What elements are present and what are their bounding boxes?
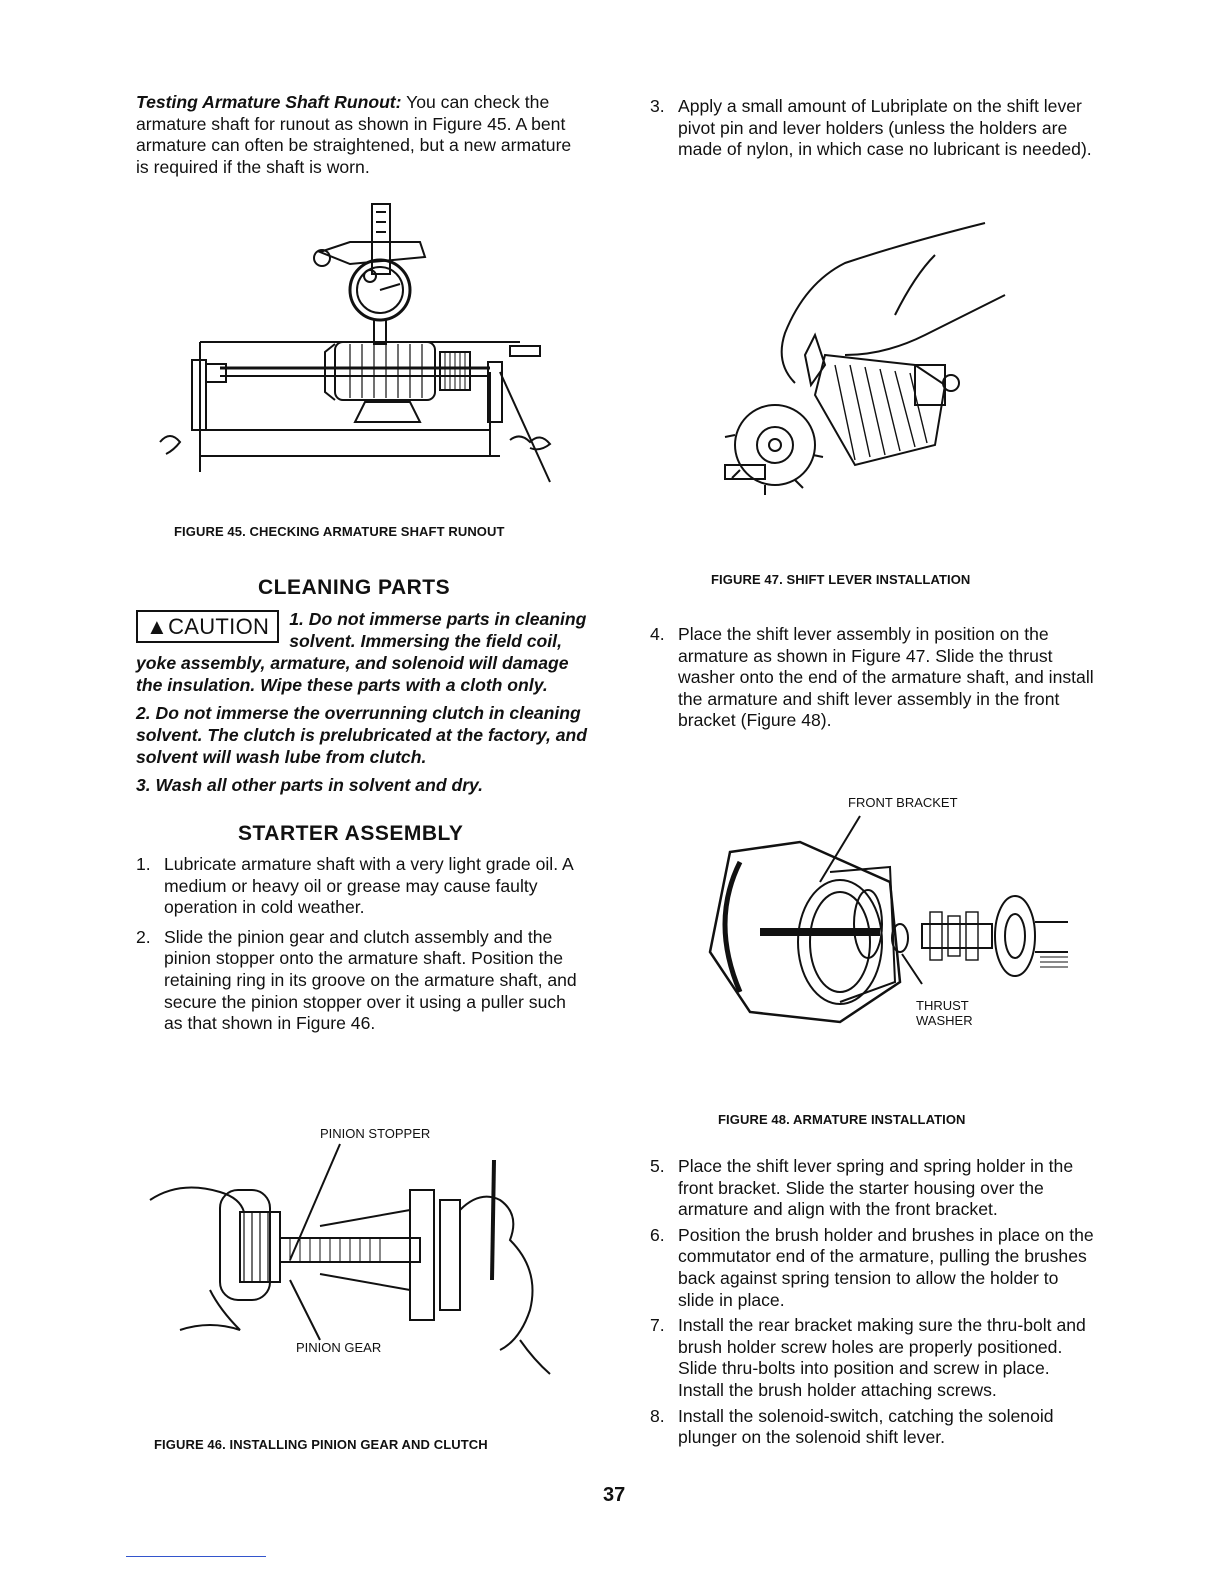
list-item: 4. Place the shift lever assembly in position on the armature as shown in Figure 47. Slide the thrust washer onto the end of the armature shaft, and install the armature and shift lever assembly in the front bracket (Figure 48). <box>650 624 1094 731</box>
intro-paragraph <box>136 92 586 178</box>
figure-48-label-front-bracket: FRONT BRACKET <box>848 795 958 810</box>
list-item: 7. Install the rear bracket making sure the thru-bolt and brush holder screw holes are properly positioned. Slide thru-bolts into position and screw in place. Install the brush holder attaching screws. <box>650 1315 1086 1400</box>
starter-assembly-heading: STARTER ASSEMBLY <box>238 822 464 845</box>
caution-badge: ▲CAUTION <box>136 610 279 643</box>
list-item: 1. Lubricate armature shaft with a very light grade oil. A medium or heavy oil or grease may cause faulty operation in cold weather. <box>136 854 573 918</box>
list-item: 2. Slide the pinion gear and clutch assembly and the pinion stopper onto the armature shaft. Position the retaining ring in its groove on the armature shaft, and secure the pinion stopper over it using a puller such as that shown in Figure 46. <box>136 926 577 1034</box>
figure-47-illustration <box>715 215 1015 505</box>
figure-48-caption: FIGURE 48. ARMATURE INSTALLATION <box>718 1112 966 1127</box>
starter-steps-left <box>136 854 588 1035</box>
intro-text: You can check the armature shaft for runout as shown in Figure 45. A bent armature can often be straightened, but a new armature is required if the shaft is worn. <box>136 92 572 177</box>
figure-45-illustration <box>150 192 590 502</box>
figure-46-label-pinion-gear: PINION GEAR <box>296 1340 382 1355</box>
figure-46-label-pinion-stopper: PINION STOPPER <box>320 1126 431 1141</box>
list-item: 3. Apply a small amount of Lubriplate on the shift lever pivot pin and lever holders (unless the holders are made of nylon, in which case no lubricant is needed). <box>650 96 1092 160</box>
step-4 <box>650 624 1094 732</box>
figure-48-label-thrust: THRUST <box>916 998 969 1013</box>
list-item: 5. Place the shift lever spring and spring holder in the front bracket. Slide the starter housing over the armature and align with the front bracket. <box>650 1156 1074 1220</box>
cleaning-parts-heading: CLEANING PARTS <box>258 576 451 599</box>
starter-steps-right <box>650 1156 1094 1449</box>
list-item: 8. Install the solenoid-switch, catching the solenoid plunger on the solenoid shift lever. <box>650 1405 1054 1448</box>
page-number: 37 <box>603 1484 626 1506</box>
intro-lead: Testing Armature Shaft Runout: <box>136 92 402 112</box>
figure-46-caption: FIGURE 46. INSTALLING PINION GEAR AND CLUTCH <box>154 1437 488 1452</box>
figure-48-label-washer: WASHER <box>916 1013 973 1028</box>
figure-48-illustration <box>690 812 1070 1032</box>
caution-block <box>136 608 588 802</box>
bottom-divider <box>126 1556 266 1557</box>
caution-item-3: 3. Wash all other parts in solvent and dry. <box>136 775 484 795</box>
figure-47-caption: FIGURE 47. SHIFT LEVER INSTALLATION <box>711 572 971 587</box>
list-item: 6. Position the brush holder and brushes in place on the commutator end of the armature, pulling the brushes back against spring tension to allow the holder to slide in place. <box>650 1224 1094 1310</box>
caution-item-2: 2. Do not immerse the overrunning clutch in cleaning solvent. The clutch is prelubricated at the factory, and solvent will wash lube from clutch. <box>136 703 588 767</box>
caution-item-1: 1. Do not immerse parts in cleaning solvent. Immersing the field coil, yoke assembly, armature, and solenoid will damage the insulation. Wipe these parts with a cloth only. <box>136 609 587 695</box>
step-3 <box>650 96 1094 161</box>
figure-45-caption: FIGURE 45. CHECKING ARMATURE SHAFT RUNOUT <box>174 524 505 539</box>
